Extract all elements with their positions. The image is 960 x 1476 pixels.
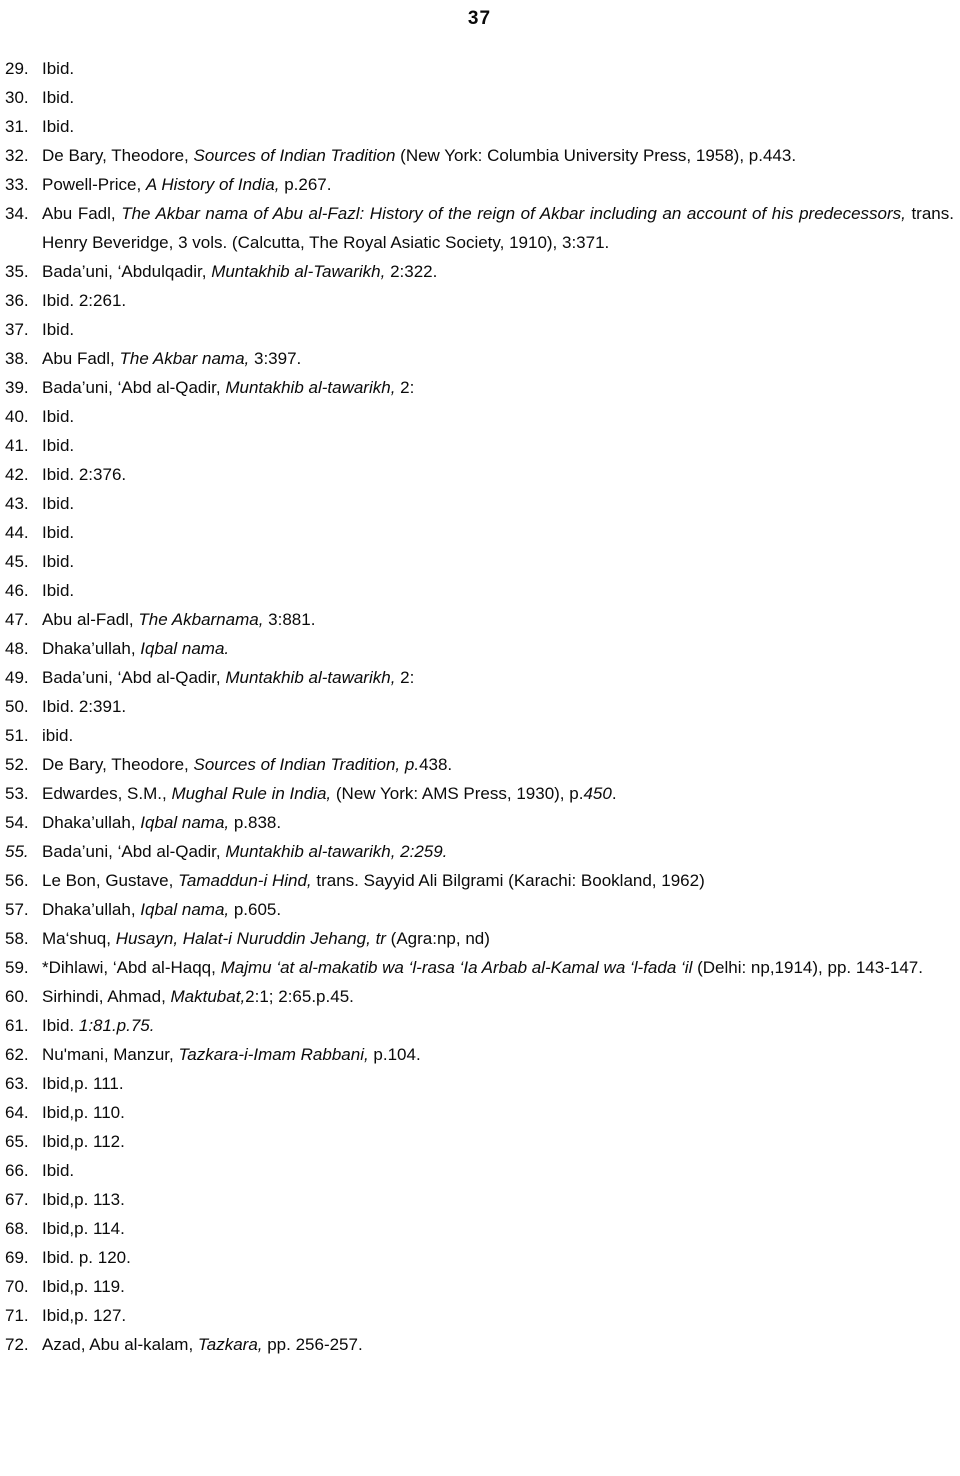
note-title-segment: Mughal Rule in India, xyxy=(171,784,332,803)
note-text-segment: Ibid. 2:391. xyxy=(42,697,127,716)
note-text-segment: Abu Fadl, xyxy=(42,349,120,368)
note-text xyxy=(42,402,954,431)
note-number: 45. xyxy=(5,552,29,571)
note-item xyxy=(5,692,954,721)
note-item xyxy=(5,837,954,866)
note-item xyxy=(5,953,954,982)
note-item xyxy=(5,866,954,895)
note-number: 55. xyxy=(5,842,29,861)
note-text-segment: . xyxy=(611,784,617,803)
note-text-segment: Ibid. xyxy=(42,523,75,542)
note-number: 44. xyxy=(5,523,29,542)
note-text-segment: 2:1; 2:65.p.45. xyxy=(245,987,354,1006)
note-number: 37. xyxy=(5,320,29,339)
note-text-segment: Le Bon, Gustave, xyxy=(42,871,179,890)
note-item xyxy=(5,547,954,576)
note-item xyxy=(5,1330,954,1359)
note-item xyxy=(5,1098,954,1127)
note-title-segment: Muntakhib al-tawarikh, xyxy=(225,378,396,397)
note-number: 68. xyxy=(5,1219,29,1238)
note-text xyxy=(42,692,954,721)
note-title-segment: Muntakhib al-tawarikh, xyxy=(225,668,396,687)
note-number: 41. xyxy=(5,436,29,455)
note-text xyxy=(42,837,954,866)
note-number: 57. xyxy=(5,900,29,919)
note-number: 69. xyxy=(5,1248,29,1267)
note-number: 61. xyxy=(5,1016,29,1035)
note-text-segment: (New York: Columbia University Press, 1958), p.443. xyxy=(395,146,797,165)
note-text xyxy=(42,1069,954,1098)
note-title-segment: 1:81.p.75. xyxy=(78,1016,155,1035)
note-title-segment: Husayn, Halat-i Nuruddin Jehang, tr xyxy=(115,929,386,948)
note-text-segment: Azad, Abu al-kalam, xyxy=(42,1335,198,1354)
note-text-segment: Ibid,p. 127. xyxy=(42,1306,127,1325)
note-number: 43. xyxy=(5,494,29,513)
note-item xyxy=(5,199,954,257)
note-item xyxy=(5,1069,954,1098)
note-item xyxy=(5,1156,954,1185)
note-text-segment: trans. Henry Beveridge, 3 vols. (Calcutta, The Royal Asiatic Society, 1910), 3:371. xyxy=(42,204,954,252)
note-number: 33. xyxy=(5,175,29,194)
note-item xyxy=(5,1040,954,1069)
note-title-segment: Tamaddun-i Hind, xyxy=(178,871,312,890)
note-text-segment: pp. 256-257. xyxy=(262,1335,363,1354)
note-number: 31. xyxy=(5,117,29,136)
note-text-segment: Ibid. xyxy=(42,436,75,455)
note-title-segment: Iqbal nama, xyxy=(140,813,230,832)
note-text xyxy=(42,431,954,460)
note-text-segment: Powell-Price, xyxy=(42,175,146,194)
note-text-segment: Ibid,p. 110. xyxy=(42,1103,125,1122)
note-item xyxy=(5,1272,954,1301)
note-number: 72. xyxy=(5,1335,29,1354)
note-text xyxy=(42,1011,954,1040)
note-text-segment: Ibid. xyxy=(42,552,75,571)
note-number: 70. xyxy=(5,1277,29,1296)
note-text-segment: Dhaka’ullah, xyxy=(42,900,141,919)
note-text-segment: Nu'mani, Manzur, xyxy=(42,1045,179,1064)
note-item xyxy=(5,344,954,373)
note-text xyxy=(42,1185,954,1214)
note-item xyxy=(5,721,954,750)
note-item xyxy=(5,982,954,1011)
note-text-segment: Dhaka’ullah, xyxy=(42,813,141,832)
note-text-segment: Ibid. xyxy=(42,88,75,107)
note-text-segment: Abu Fadl, xyxy=(42,204,122,223)
note-item xyxy=(5,576,954,605)
note-number: 50. xyxy=(5,697,29,716)
note-text xyxy=(42,1272,954,1301)
note-text-segment: Ibid,p. 113. xyxy=(42,1190,125,1209)
note-item xyxy=(5,54,954,83)
note-text xyxy=(42,895,954,924)
note-text xyxy=(42,344,954,373)
note-title-segment: Maktubat, xyxy=(170,987,246,1006)
note-number: 30. xyxy=(5,88,29,107)
note-text-segment: Ibid,p. 111. xyxy=(42,1074,124,1093)
note-item xyxy=(5,605,954,634)
note-text-segment: (Agra:np, nd) xyxy=(385,929,490,948)
note-text xyxy=(42,1127,954,1156)
note-text-segment: Sirhindi, Ahmad, xyxy=(42,987,171,1006)
note-number: 71. xyxy=(5,1306,29,1325)
note-item xyxy=(5,924,954,953)
note-title-segment: 450 xyxy=(583,784,612,803)
note-item xyxy=(5,750,954,779)
note-item xyxy=(5,663,954,692)
note-text-segment: Ibid,p. 119. xyxy=(42,1277,125,1296)
note-text xyxy=(42,605,954,634)
note-text-segment: Ibid. xyxy=(42,1016,79,1035)
note-text xyxy=(42,779,954,808)
note-number: 51. xyxy=(5,726,29,745)
note-number: 56. xyxy=(5,871,29,890)
note-text-segment: Bada’uni, ‘Abd al-Qadir, xyxy=(42,668,226,687)
note-title-segment: The Akbar nama, xyxy=(119,349,250,368)
note-item xyxy=(5,1011,954,1040)
note-number: 65. xyxy=(5,1132,29,1151)
note-number: 34. xyxy=(5,204,29,223)
note-text xyxy=(42,808,954,837)
note-text-segment: Ibid. xyxy=(42,59,75,78)
note-text xyxy=(42,460,954,489)
note-title-segment: Muntakhib al-Tawarikh, xyxy=(211,262,386,281)
note-text-segment: p.267. xyxy=(279,175,332,194)
note-title-segment: Tazkara-i-Imam Rabbani, xyxy=(178,1045,369,1064)
note-text xyxy=(42,54,954,83)
note-text-segment: Ibid. xyxy=(42,407,75,426)
note-text xyxy=(42,112,954,141)
note-title-segment: The Akbarnama, xyxy=(138,610,264,629)
note-text-segment: 438. xyxy=(419,755,453,774)
note-number: 38. xyxy=(5,349,29,368)
note-text xyxy=(42,1330,954,1359)
note-text xyxy=(42,1040,954,1069)
note-text-segment: *Dihlawi, ‘Abd al-Haqq, xyxy=(42,958,221,977)
note-title-segment: Iqbal nama, xyxy=(140,900,230,919)
note-number: 36. xyxy=(5,291,29,310)
note-item xyxy=(5,83,954,112)
note-item xyxy=(5,489,954,518)
note-item xyxy=(5,112,954,141)
note-number: 52. xyxy=(5,755,29,774)
note-text-segment: Dhaka’ullah, xyxy=(42,639,141,658)
note-text xyxy=(42,1156,954,1185)
note-text xyxy=(42,953,954,982)
note-item xyxy=(5,779,954,808)
note-text-segment: Ibid. xyxy=(42,117,75,136)
note-text-segment: Ibid. 2:261. xyxy=(42,291,127,310)
note-text xyxy=(42,721,954,750)
note-text-segment: Ibid. 2:376. xyxy=(42,465,127,484)
note-number: 63. xyxy=(5,1074,29,1093)
note-text xyxy=(42,924,954,953)
note-number: 67. xyxy=(5,1190,29,1209)
note-number: 39. xyxy=(5,378,29,397)
note-item xyxy=(5,460,954,489)
note-item xyxy=(5,1214,954,1243)
note-text xyxy=(42,83,954,112)
note-title-segment: Sources of Indian Tradition xyxy=(193,146,396,165)
note-text xyxy=(42,199,954,257)
note-text-segment: Ibid. xyxy=(42,494,75,513)
note-text-segment: p.605. xyxy=(229,900,282,919)
note-text-segment: Bada’uni, ‘Abd al-Qadir, xyxy=(42,842,226,861)
note-text-segment: p.104. xyxy=(368,1045,421,1064)
note-number: 29. xyxy=(5,59,29,78)
note-text-segment: Bada’uni, ‘Abdulqadir, xyxy=(42,262,212,281)
note-item xyxy=(5,286,954,315)
note-number: 54. xyxy=(5,813,29,832)
note-text xyxy=(42,1243,954,1272)
note-text xyxy=(42,315,954,344)
note-number: 64. xyxy=(5,1103,29,1122)
note-text xyxy=(42,750,954,779)
note-text-segment: (Delhi: np,1914), pp. 143-147. xyxy=(692,958,923,977)
note-text-segment: p.838. xyxy=(229,813,282,832)
note-text-segment: 2: xyxy=(395,668,415,687)
note-number: 47. xyxy=(5,610,29,629)
note-text-segment: 3:881. xyxy=(263,610,316,629)
note-text-segment: Ma‘shuq, xyxy=(42,929,116,948)
note-number: 59. xyxy=(5,958,29,977)
note-text-segment: Ibid. xyxy=(42,581,75,600)
note-number: 42. xyxy=(5,465,29,484)
note-text xyxy=(42,866,954,895)
note-item xyxy=(5,518,954,547)
note-text-segment: Abu al-Fadl, xyxy=(42,610,139,629)
note-text xyxy=(42,982,954,1011)
note-number: 32. xyxy=(5,146,29,165)
notes-list xyxy=(5,54,954,1359)
note-title-segment: Sources of Indian Tradition, p. xyxy=(193,755,420,774)
note-text xyxy=(42,286,954,315)
note-number: 53. xyxy=(5,784,29,803)
note-text-segment: De Bary, Theodore, xyxy=(42,755,194,774)
note-number: 58. xyxy=(5,929,29,948)
note-text-segment: Edwardes, S.M., xyxy=(42,784,172,803)
note-text-segment: ibid. xyxy=(42,726,74,745)
note-text-segment: Ibid,p. 112. xyxy=(42,1132,125,1151)
note-text-segment: Ibid,p. 114. xyxy=(42,1219,125,1238)
note-text xyxy=(42,373,954,402)
note-text-segment: 2: xyxy=(395,378,415,397)
note-item xyxy=(5,141,954,170)
note-item xyxy=(5,1127,954,1156)
note-text xyxy=(42,170,954,199)
note-text xyxy=(42,1214,954,1243)
note-text-segment: Ibid. xyxy=(42,1161,75,1180)
note-text xyxy=(42,547,954,576)
note-item xyxy=(5,373,954,402)
note-item xyxy=(5,402,954,431)
note-text-segment: (New York: AMS Press, 1930), p. xyxy=(331,784,584,803)
note-text-segment: Ibid. xyxy=(42,320,75,339)
note-number: 35. xyxy=(5,262,29,281)
note-title-segment: Muntakhib al-tawarikh, 2:259. xyxy=(225,842,448,861)
note-item xyxy=(5,895,954,924)
note-text xyxy=(42,1098,954,1127)
page-number: 37 xyxy=(467,8,492,29)
note-number: 66. xyxy=(5,1161,29,1180)
note-item xyxy=(5,1185,954,1214)
note-text xyxy=(42,634,954,663)
note-text-segment: Ibid. p. 120. xyxy=(42,1248,131,1267)
note-title-segment: A History of India, xyxy=(145,175,280,194)
note-item xyxy=(5,431,954,460)
note-text-segment: 3:397. xyxy=(249,349,302,368)
note-number: 48. xyxy=(5,639,29,658)
note-text-segment: trans. Sayyid Ali Bilgrami (Karachi: Bookland, 1962) xyxy=(311,871,705,890)
note-number: 46. xyxy=(5,581,29,600)
note-item xyxy=(5,170,954,199)
note-text xyxy=(42,518,954,547)
note-text xyxy=(42,1301,954,1330)
note-number: 49. xyxy=(5,668,29,687)
note-number: 60. xyxy=(5,987,29,1006)
note-item xyxy=(5,634,954,663)
note-title-segment: The Akbar nama of Abu al-Fazl: History of the reign of Akbar including an account of his predecessors, xyxy=(121,204,906,223)
note-item xyxy=(5,808,954,837)
note-number: 62. xyxy=(5,1045,29,1064)
note-title-segment: Iqbal nama. xyxy=(140,639,230,658)
note-number: 40. xyxy=(5,407,29,426)
note-title-segment: Majmu ‘at al-makatib wa ‘l-rasa ‘Ia Arbab al-Kamal wa ‘l-fada ‘il xyxy=(220,958,693,977)
note-text-segment: 2:322. xyxy=(385,262,438,281)
note-item xyxy=(5,257,954,286)
note-item xyxy=(5,1301,954,1330)
note-item xyxy=(5,1243,954,1272)
note-text xyxy=(42,489,954,518)
note-text xyxy=(42,257,954,286)
note-item xyxy=(5,315,954,344)
note-text xyxy=(42,141,954,170)
note-text xyxy=(42,663,954,692)
note-text xyxy=(42,576,954,605)
note-text-segment: De Bary, Theodore, xyxy=(42,146,194,165)
note-title-segment: Tazkara, xyxy=(197,1335,263,1354)
note-text-segment: Bada’uni, ‘Abd al-Qadir, xyxy=(42,378,226,397)
